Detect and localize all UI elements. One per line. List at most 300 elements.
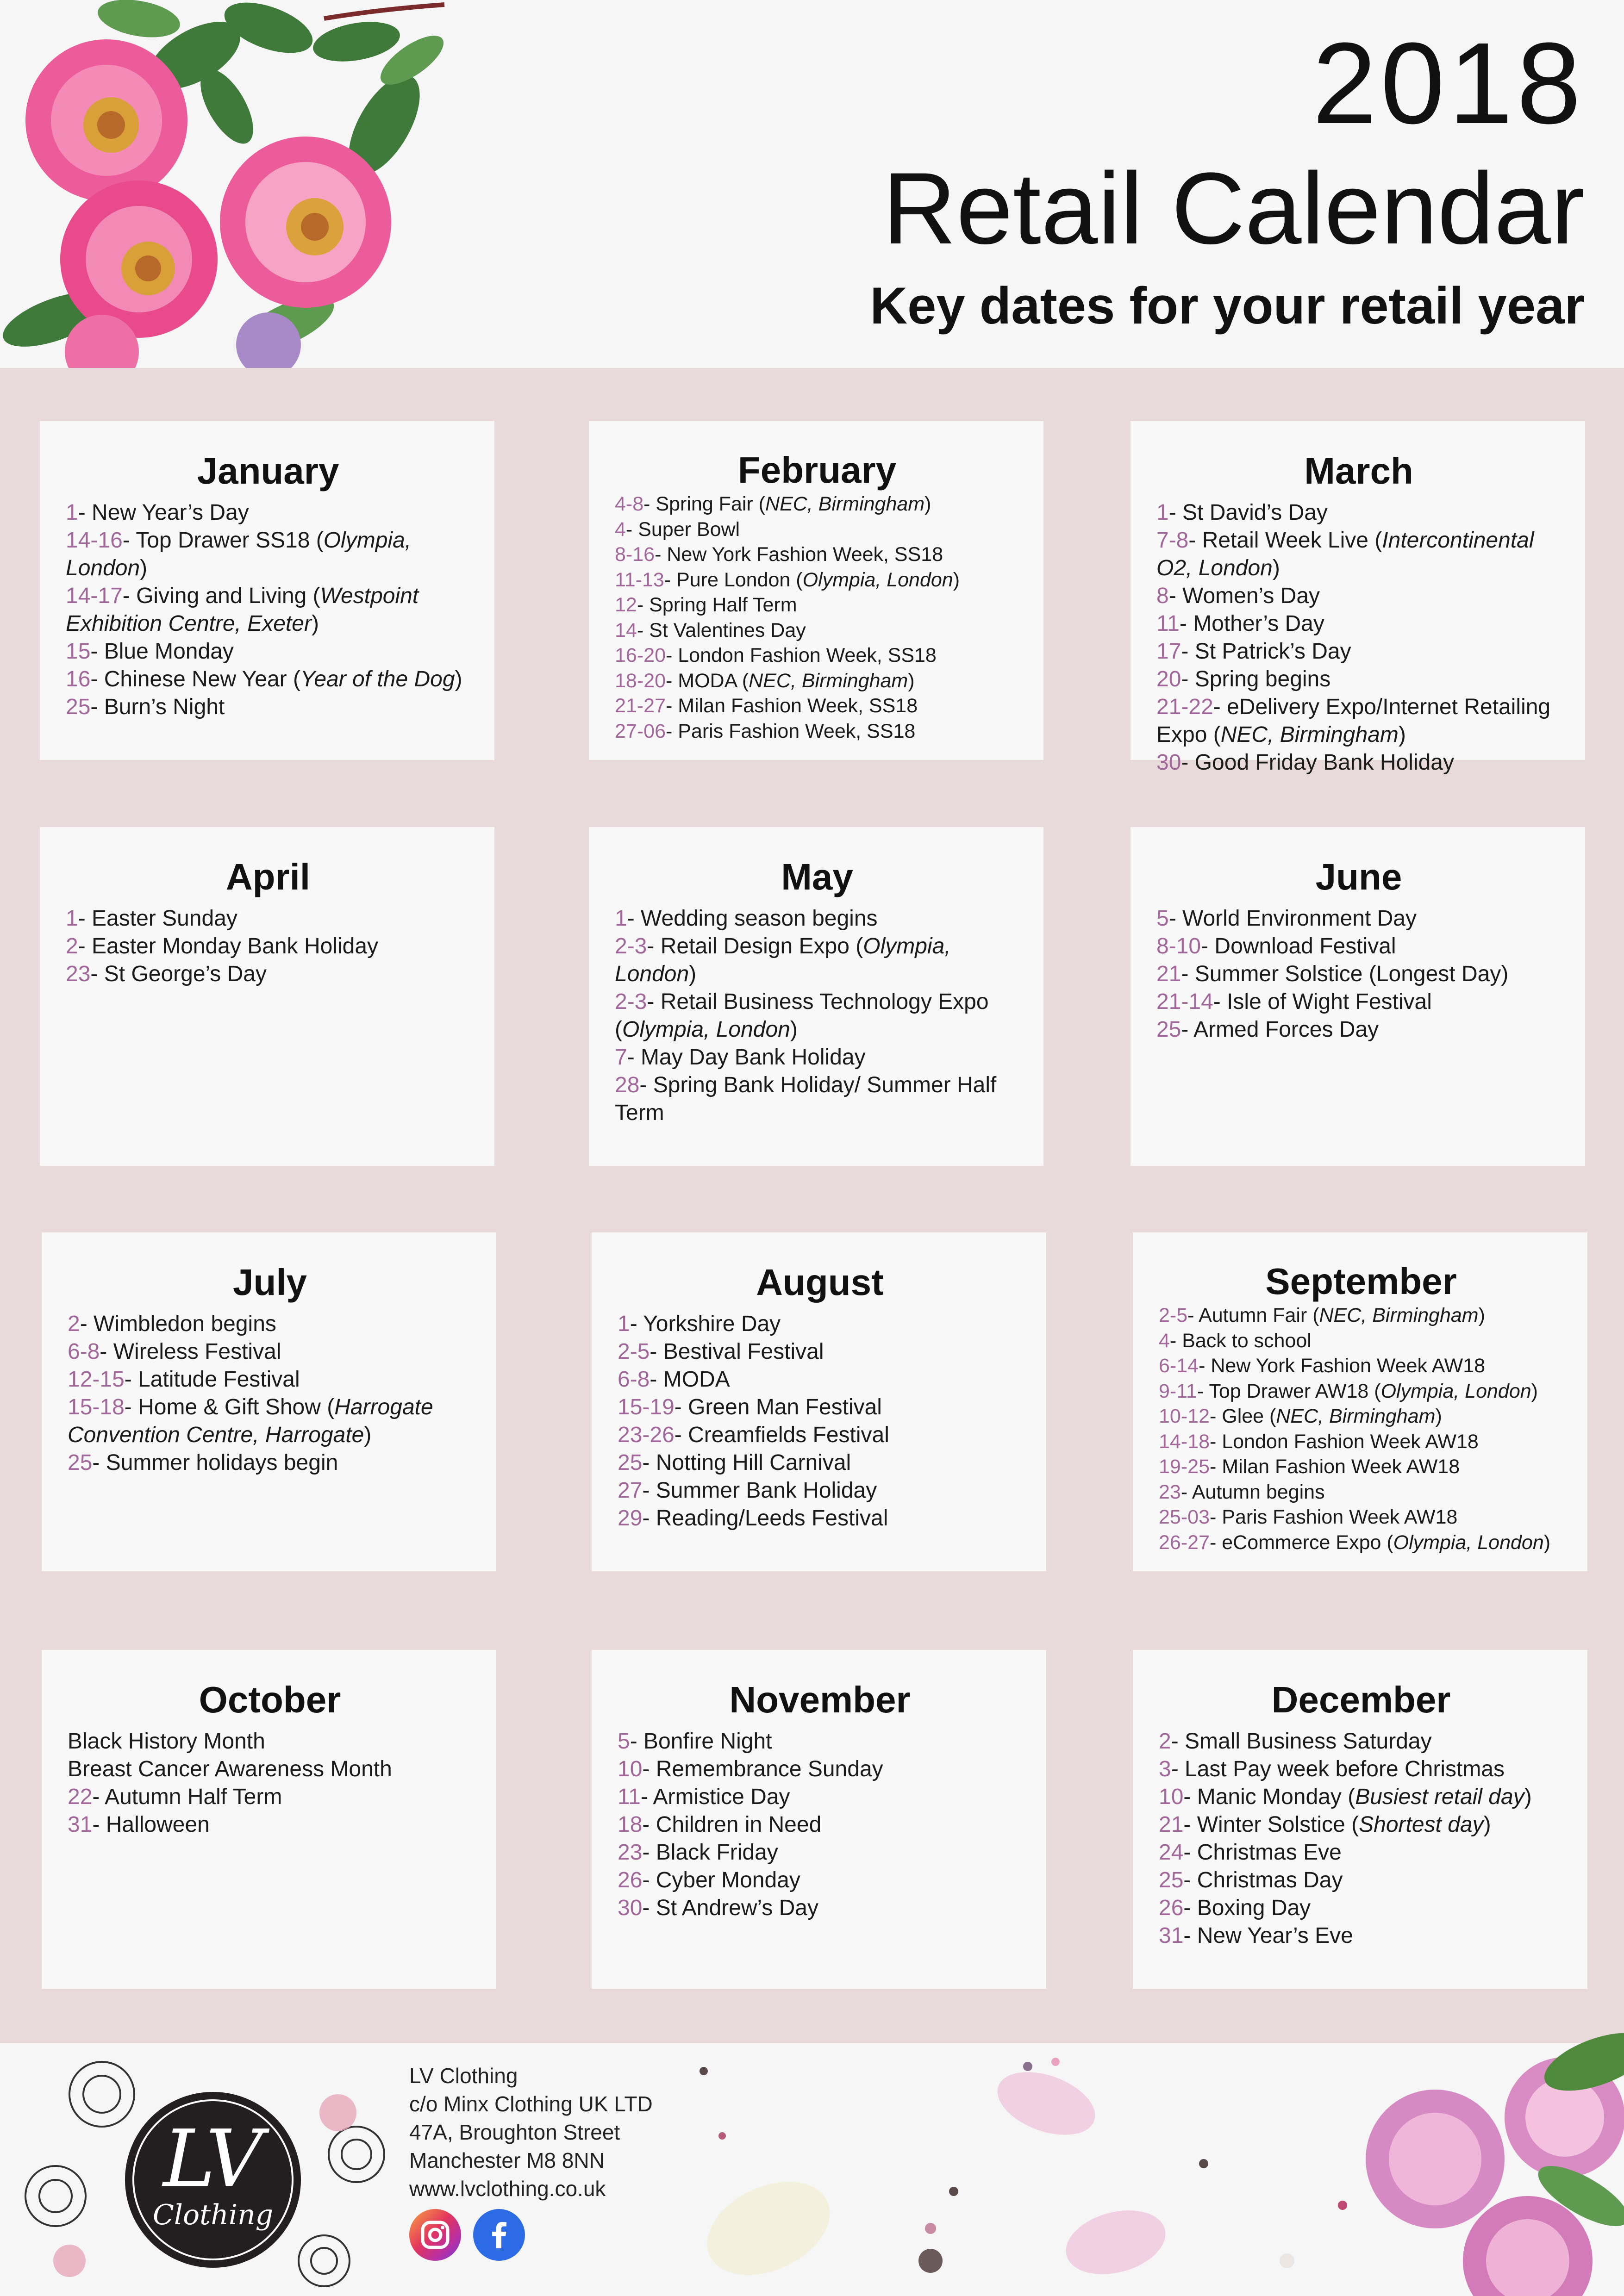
event-separator: - [1181,750,1195,775]
event-item [618,1477,1022,1505]
event-venue: NEC, Birmingham [765,493,925,515]
event-separator: - [642,1868,656,1892]
event-separator: - [1183,1785,1197,1809]
month-title: September [1265,1261,1457,1302]
event-name: St Patrick’s Day [1194,639,1351,664]
event-name: Pure London ( [676,568,803,591]
event-item [1159,1530,1563,1556]
event-item [615,592,1019,618]
calendar-year: 2018 [1312,19,1585,148]
event-item [1156,638,1561,666]
event-item [66,527,470,582]
month-title: April [225,856,311,897]
event-date: 25 [1156,1017,1181,1042]
event-separator: - [625,518,638,541]
event-separator: - [655,543,667,566]
event-date: 23 [66,962,91,986]
event-item [1156,933,1561,960]
event-name: St George’s Day [104,962,267,986]
event-date: 27 [618,1478,643,1503]
event-date: 15-19 [618,1395,675,1419]
event-separator: - [664,568,677,591]
month-card-april [40,827,494,1166]
event-date: 26 [618,1868,643,1892]
event-date: 5 [1156,906,1169,931]
event-close-paren: ) [1531,1380,1538,1402]
event-separator: - [1209,1405,1222,1427]
event-name: Glee ( [1222,1405,1276,1427]
event-item [68,1811,472,1839]
event-separator: - [100,1339,113,1364]
event-name: Children in Need [656,1812,822,1837]
event-item [1159,1303,1563,1328]
event-date: 21-27 [615,695,666,717]
event-separator: - [1181,962,1195,986]
event-list [618,1728,1022,1922]
event-date: 7 [615,1045,627,1070]
event-name: Latitude Festival [138,1367,300,1392]
event-name: Last Pay week before Christmas [1185,1757,1505,1781]
event-separator: - [1179,611,1193,636]
event-date: 25 [66,695,91,719]
event-date: 3 [1159,1757,1171,1781]
event-close-paren: ) [953,568,960,591]
event-separator: - [90,667,104,691]
event-name: MODA [663,1367,730,1392]
month-card-august [592,1232,1046,1571]
event-date: 27-06 [615,720,666,742]
event-date: 11 [618,1785,641,1809]
event-item [1159,1755,1563,1783]
event-item [1156,1016,1561,1044]
event-separator: - [643,493,656,515]
month-title: July [232,1262,307,1303]
event-name: Autumn begins [1192,1481,1325,1503]
event-separator: - [90,962,104,986]
event-separator: - [1183,1812,1197,1837]
event-separator: - [639,1073,653,1097]
event-date: 26-27 [1159,1531,1210,1554]
event-close-paren: ) [1524,1785,1532,1809]
event-date: 8-10 [1156,934,1201,958]
event-item [618,1755,1022,1783]
event-item [1159,1894,1563,1922]
event-item [1156,749,1561,777]
event-date: 31 [1159,1923,1184,1948]
event-date: 7-8 [1156,528,1189,553]
event-date: 2-3 [615,934,647,958]
event-date: 2 [68,1312,80,1336]
event-date: 15-18 [68,1395,125,1419]
event-separator: - [1199,1355,1211,1377]
event-name: Download Festival [1214,934,1396,958]
event-separator: - [90,639,104,664]
address-line: c/o Minx Clothing UK LTD [409,2092,653,2116]
event-separator: - [1168,906,1183,931]
event-date: 23 [618,1840,643,1865]
event-date: 25 [618,1450,643,1475]
event-name: World Environment Day [1182,906,1417,931]
event-name: Bestival Festival [663,1339,824,1364]
event-item [1156,610,1561,638]
event-name: Cyber Monday [656,1868,800,1892]
event-separator: - [642,1450,656,1475]
event-name: Milan Fashion Week, SS18 [678,695,918,717]
event-item [615,693,1019,719]
event-separator: - [1181,1017,1194,1042]
event-date: 18 [618,1812,643,1837]
event-separator: - [122,584,137,608]
event-item [66,933,470,960]
month-card-november [592,1650,1046,1989]
event-item [68,1310,472,1338]
event-separator: - [1209,1430,1222,1453]
event-separator: - [1197,1380,1209,1402]
event-name: Boxing Day [1197,1896,1311,1920]
event-list [66,499,470,721]
event-item [66,666,470,693]
event-separator: - [674,1423,688,1447]
event-venue: Olympia, London [66,528,412,580]
event-list [68,1728,472,1839]
event-separator: - [1169,1329,1182,1352]
event-separator: - [1209,1456,1222,1478]
event-date: 8-16 [615,543,655,566]
event-date: 19-25 [1159,1456,1210,1478]
month-title: March [1304,450,1413,492]
month-card-october [42,1650,496,1989]
event-name: Remembrance Sunday [656,1757,883,1781]
event-list [1156,905,1561,1044]
event-separator: - [1183,1923,1197,1948]
event-date: 25 [68,1450,93,1475]
event-date: 1 [618,1312,630,1336]
event-item [68,1394,472,1449]
event-date: 2 [1159,1729,1171,1754]
event-item [66,960,470,988]
event-item [1159,1379,1563,1404]
event-name: Black History Month [68,1729,265,1754]
event-date: 11-13 [615,568,664,591]
event-date: 18-20 [615,669,666,692]
month-card-february [589,421,1043,760]
event-list [1159,1728,1563,1950]
event-date: 10 [618,1757,643,1781]
event-date: 10-12 [1159,1405,1210,1427]
instagram-icon[interactable] [409,2209,461,2261]
event-item [618,1421,1022,1449]
event-item [1159,1922,1563,1950]
event-venue: Olympia, London [622,1017,790,1042]
event-item [1159,1867,1563,1894]
event-separator: - [647,989,661,1014]
event-name: Armed Forces Day [1193,1017,1379,1042]
event-item [615,492,1019,517]
event-date: 2-5 [1159,1304,1188,1326]
event-venue: Olympia, London [1380,1380,1531,1402]
event-separator: - [674,1395,688,1419]
event-item [66,638,470,666]
event-venue: Olympia, London [615,934,951,986]
event-item [618,1310,1022,1338]
event-item [1159,1783,1563,1811]
event-date: 21 [1156,962,1181,986]
event-separator: - [1168,500,1183,525]
event-item [615,643,1019,668]
event-item [1159,1811,1563,1839]
event-venue: Olympia, London [1393,1531,1544,1554]
event-list [1156,499,1561,777]
event-date: 14-16 [66,528,123,553]
event-item [618,1894,1022,1922]
event-close-paren: ) [924,493,931,515]
event-date: 8 [1156,584,1169,608]
event-date: 30 [618,1896,643,1920]
event-separator: - [1171,1729,1185,1754]
event-separator: - [1201,934,1215,958]
event-separator: - [124,1367,138,1392]
event-venue: Year of the Dog [300,667,455,691]
event-item [615,517,1019,542]
event-date: 20 [1156,667,1181,691]
page-title: Retail Calendar [882,151,1585,265]
event-item [66,582,470,638]
month-title: December [1271,1679,1451,1720]
event-separator: - [1183,1896,1197,1920]
event-separator: - [650,1339,663,1364]
event-name: MODA ( [678,669,749,692]
event-date: 6-8 [68,1339,100,1364]
month-title: January [197,450,339,492]
event-date: 17 [1156,639,1181,664]
event-separator: - [642,1812,656,1837]
event-item [1159,1353,1563,1379]
event-separator: - [1181,667,1195,691]
event-item [618,1783,1022,1811]
event-separator: - [78,500,92,525]
event-item [1159,1328,1563,1354]
facebook-icon[interactable] [473,2209,525,2261]
event-separator: - [1213,695,1227,719]
footer [0,2043,1624,2296]
month-card-december [1133,1650,1587,1989]
event-date: 2 [66,934,78,958]
month-title: November [729,1679,911,1720]
event-name: New Year’s Eve [1197,1923,1353,1948]
event-separator: - [1187,1304,1199,1326]
event-separator: - [650,1367,663,1392]
event-item [615,567,1019,593]
event-item [1156,499,1561,527]
event-date: 1 [1156,500,1169,525]
event-separator: - [640,1785,653,1809]
event-name: Blue Monday [104,639,234,664]
month-card-march [1131,421,1585,775]
event-name: May Day Bank Holiday [641,1045,866,1070]
event-name: Paris Fashion Week AW18 [1222,1506,1458,1528]
event-date: 12 [615,594,637,616]
page-subtitle: Key dates for your retail year [870,277,1585,335]
event-close-paren: ) [364,1423,372,1447]
event-name: New York Fashion Week AW18 [1211,1355,1486,1377]
event-venue: Shortest day [1359,1812,1484,1837]
event-name: Bonfire Night [643,1729,772,1754]
event-item [1156,693,1561,749]
event-separator: - [1209,1506,1222,1528]
event-item [68,1755,472,1783]
event-date: 23-26 [618,1423,675,1447]
event-name: Winter Solstice ( [1197,1812,1359,1837]
event-name: Good Friday Bank Holiday [1194,750,1454,775]
event-name: eCommerce Expo ( [1222,1531,1393,1554]
event-date: 29 [618,1506,643,1531]
event-separator: - [78,906,92,931]
event-name: Armistice Day [653,1785,790,1809]
event-name: Burn’s Night [104,695,225,719]
event-item [615,933,1019,988]
event-item [618,1811,1022,1839]
event-separator: - [92,1785,105,1809]
event-separator: - [80,1312,94,1336]
event-separator: - [1181,639,1195,664]
event-name: Spring Fair ( [656,493,766,515]
event-name: Notting Hill Carnival [656,1450,851,1475]
event-name: Isle of Wight Festival [1227,989,1432,1014]
event-item [618,1449,1022,1477]
month-grid [0,368,1624,2043]
event-name: Easter Monday Bank Holiday [92,934,379,958]
event-item [1159,1728,1563,1755]
event-date: 2-3 [615,989,647,1014]
event-name: Autumn Half Term [105,1785,282,1809]
event-date: 10 [1159,1785,1184,1809]
month-card-june [1131,827,1585,1166]
event-name: Spring Bank Holiday/ Summer Half Term [615,1073,997,1125]
event-close-paren: ) [455,667,462,691]
event-item [1156,666,1561,693]
event-separator: - [122,528,136,553]
month-card-january [40,421,494,760]
event-date: 21-14 [1156,989,1213,1014]
event-name: Yorkshire Day [643,1312,781,1336]
event-name: Giving and Living ( [136,584,320,608]
event-separator: - [1188,528,1202,553]
event-close-paren: ) [689,962,697,986]
month-title: August [756,1262,884,1303]
event-name: New York Fashion Week, SS18 [667,543,943,566]
logo-subtext: Clothing [152,2199,274,2231]
month-title: May [781,856,853,897]
event-date: 16 [66,667,91,691]
event-item [1156,988,1561,1016]
event-name: London Fashion Week, SS18 [678,644,937,666]
month-title: October [199,1679,341,1720]
event-date: 11 [1156,611,1180,636]
event-name: Milan Fashion Week AW18 [1222,1456,1460,1478]
event-name: Reading/Leeds Festival [656,1506,888,1531]
website-link[interactable]: www.lvclothing.co.uk [409,2177,606,2201]
event-name: eDelivery Expo/Internet Retailing Expo ( [1156,695,1551,747]
event-separator: - [1183,1840,1197,1865]
event-name: Home & Gift Show ( [138,1395,335,1419]
event-date: 12-15 [68,1367,125,1392]
month-card-may [589,827,1043,1166]
event-item [68,1449,472,1477]
event-date: 4-8 [615,493,644,515]
event-name: Christmas Day [1197,1868,1343,1892]
event-close-paren: ) [1272,556,1280,580]
event-date: 23 [1159,1481,1181,1503]
event-separator: - [642,1478,656,1503]
event-venue: Busiest retail day [1355,1785,1524,1809]
event-list [1159,1303,1563,1555]
event-item [1156,905,1561,933]
event-separator: - [637,619,650,641]
event-date: 30 [1156,750,1181,775]
event-item [615,542,1019,567]
event-item [615,905,1019,933]
event-list [618,1310,1022,1532]
event-name: St Valentines Day [649,619,806,641]
event-venue: NEC, Birmingham [1319,1304,1479,1326]
event-name: Super Bowl [638,518,740,541]
event-list [68,1310,472,1477]
event-name: Mother’s Day [1193,611,1324,636]
event-date: 4 [1159,1329,1170,1352]
event-item [618,1394,1022,1421]
event-name: Green Man Festival [688,1395,882,1419]
month-card-september [1133,1232,1587,1571]
event-name: Breast Cancer Awareness Month [68,1757,392,1781]
event-name: London Fashion Week AW18 [1222,1430,1479,1453]
event-date: 1 [66,906,78,931]
event-separator: - [1168,584,1183,608]
event-item [618,1338,1022,1366]
event-name: Top Drawer SS18 ( [136,528,324,553]
event-separator: - [92,1812,106,1837]
header [0,0,1624,368]
event-date: 14-18 [1159,1430,1210,1453]
event-close-paren: ) [1398,722,1406,747]
event-date: 26 [1159,1896,1184,1920]
event-date: 6-14 [1159,1355,1199,1377]
event-venue: Intercontinental O2, London [1156,528,1534,580]
logo-text: LV [163,2113,263,2205]
event-close-paren: ) [908,669,915,692]
event-item [618,1839,1022,1867]
event-separator: - [665,669,678,692]
event-close-paren: ) [1543,1531,1551,1554]
company-address [409,2062,653,2203]
event-venue: Westpoint Exhibition Centre, Exeter [66,584,419,636]
event-item [66,499,470,527]
event-date: 5 [618,1729,630,1754]
event-item [68,1728,472,1755]
event-date: 2-5 [618,1339,650,1364]
event-separator: - [627,1045,641,1070]
event-date: 4 [615,518,626,541]
event-name: Christmas Eve [1197,1840,1342,1865]
event-name: Summer Bank Holiday [656,1478,877,1503]
event-separator: - [642,1896,656,1920]
event-item [615,1071,1019,1127]
event-name: Back to school [1182,1329,1312,1352]
event-separator: - [1181,1481,1192,1503]
event-name: Autumn Fair ( [1199,1304,1319,1326]
event-item [618,1505,1022,1532]
event-item [618,1366,1022,1394]
event-separator: - [78,934,92,958]
